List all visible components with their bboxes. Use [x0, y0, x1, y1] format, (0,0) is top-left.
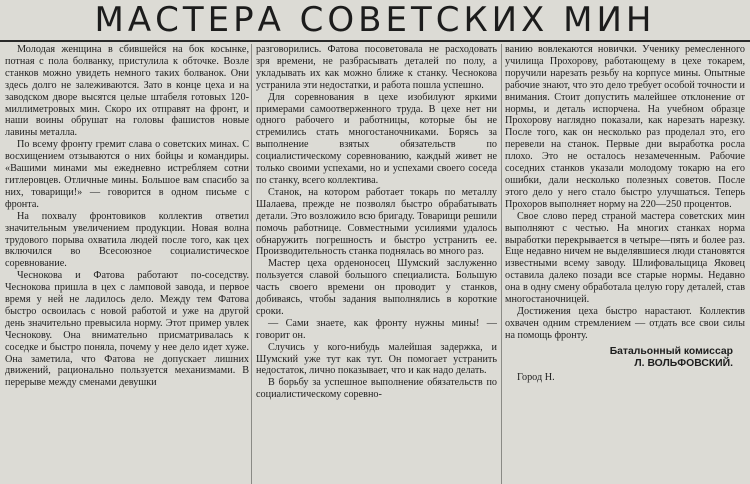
signature-title: Батальонный комиссар — [609, 345, 733, 357]
column-divider — [501, 44, 502, 484]
paragraph: Молодая женщина в сбившейся на бок косынке, потная с пола болванку, пристулила к обточке. Возле станков можно увидеть немного таких болванок. Они здесь долго не залеживаются. Зато в конце цеха и на заводском дворе высятся целые штабеля готовых 120-миллиметровых мин. Скоро их отправят на фронт, и наши воины обрушат на головы фашистов новые лавины металла. — [5, 44, 249, 139]
paragraph: — Сами знаете, как фронту нужны мины! — говорит он. — [256, 317, 497, 341]
paragraph: На похвалу фронтовиков коллектив ответил значительным увеличением продукции. Новая волна трудового порыва охватила людей после того, как цех включился во Всесоюзное социалистическое соревнование. — [5, 210, 249, 270]
article-headline: МАСТЕРА СОВЕТСКИХ МИН — [94, 0, 656, 40]
paragraph: Для соревнования в цехе изобилуют яркими примерами самоотверженного труда. В цехе нет ни одного рабочего и работницы, которые бы не стремились стать многостаночниками. Борясь за выполнение взятых обязательств по социалистическому соревнованию, каждый живет не только своими успехами, но и успехами своего соседа по станку, всего коллектива. — [256, 91, 497, 186]
column-1 — [5, 44, 249, 484]
signature-name: Л. ВОЛЬФОВСКИЙ. — [634, 357, 733, 369]
paragraph: Случись у кого-нибудь малейшая задержка, и Шумский уже тут как тут. Он помогает устранить недостаток, лично показывает, что и как надо делать. — [256, 341, 497, 377]
headline-rule — [0, 40, 750, 42]
paragraph: разговорились. Фатова посоветовала не расходовать зря времени, не разбрасывать деталей по полу, а укладывать их как можно ближе к станку. Чеснокова устранила эти недостатки, и работа пошла успешно. — [256, 44, 497, 91]
paragraph: Станок, на котором работает токарь по металлу Шалаева, прежде не позволял быстро обрабатывать детали. Это возложило всю бригаду. Товарищи решили помочь работнице. Совместными усилиями удалось обнаружить погрешность и быстро устранить ее. Производительность станка поднялась во много раз. — [256, 186, 497, 258]
column-2 — [256, 44, 497, 484]
paragraph: Чеснокова и Фатова работают по-соседству. Чеснокова пришла в цех с ламповой завода, и первое время у ней не ладилось дело. Между тем Фатова быстро освоилась с новой работой и уже на другой день значительно превысила норму. Этот пример увлек Чеснокову. Она внимательно присматривалась к соседке и быстро поняла, почему у нее дело идет хуже. Она заметила, что Фатова не допускает лишних движений, рационально пользуется механизмами. В перерыве между сменами девушки — [5, 270, 249, 389]
paragraph: По всему фронту гремит слава о советских минах. С восхищением отзываются о них бойцы и командиры. «Вашими минами мы ежедневно истребляем сотни гитлеровцев. Отличные мины. Большое вам спасибо за них, товарищи!» — говорится в одном письме с фронта. — [5, 139, 249, 210]
paragraph: В борьбу за успешное выполнение обязательств по социалистическому соревно- — [256, 377, 497, 401]
paragraph: Достижения цеха быстро нарастают. Коллектив охвачен одним стремлением — отдать все свои силы на помощь фронту. — [505, 305, 745, 341]
column-3 — [505, 44, 745, 484]
column-divider — [251, 44, 252, 484]
paragraph: ванию вовлекаются новички. Ученику ремесленного училища Прохорову, работающему в цехе токарем, поручили нарезать резьбу на корпусе мины. Опытные рабочие знают, что это дело требует особой точности и внимания. Стоит допустить малейшее отклонение от нормы, и деталь испорчена. На учебном образце Прохорову наглядно показали, как нарезать нарезку. После того, как он несколько раз проделал это, его перевели на станок. Первые дни выработка росла плохо. Это не осталось незамеченным. Рабочие соседних станков указали молодому токарю на его ошибки, дали несколько полезных советов. После этого дело у него стало быстро улучшаться. Теперь Прохоров выполняет норму на 220—250 процентов. — [505, 44, 745, 210]
paragraph: Мастер цеха орденоносец Шумский заслуженно пользуется славой большого специалиста. Большую часть своего времени он проводит у станков, добиваясь, чтобы задания выполнялись в короткие сроки. — [256, 258, 497, 317]
dateline-city: Город Н. — [517, 371, 555, 383]
paragraph: Свое слово перед страной мастера советских мин выполняют с честью. На многих станках норма выработки перекрывается в четыре—пять и более раз. Еще недавно ничем не выделявшиеся люди становятся известными всему заводу. Шлифовальщица Яковец оставила далеко позади все старые нормы. Недавно она в одну смену обработала целую гору деталей, став многостаночницей. — [505, 210, 745, 306]
